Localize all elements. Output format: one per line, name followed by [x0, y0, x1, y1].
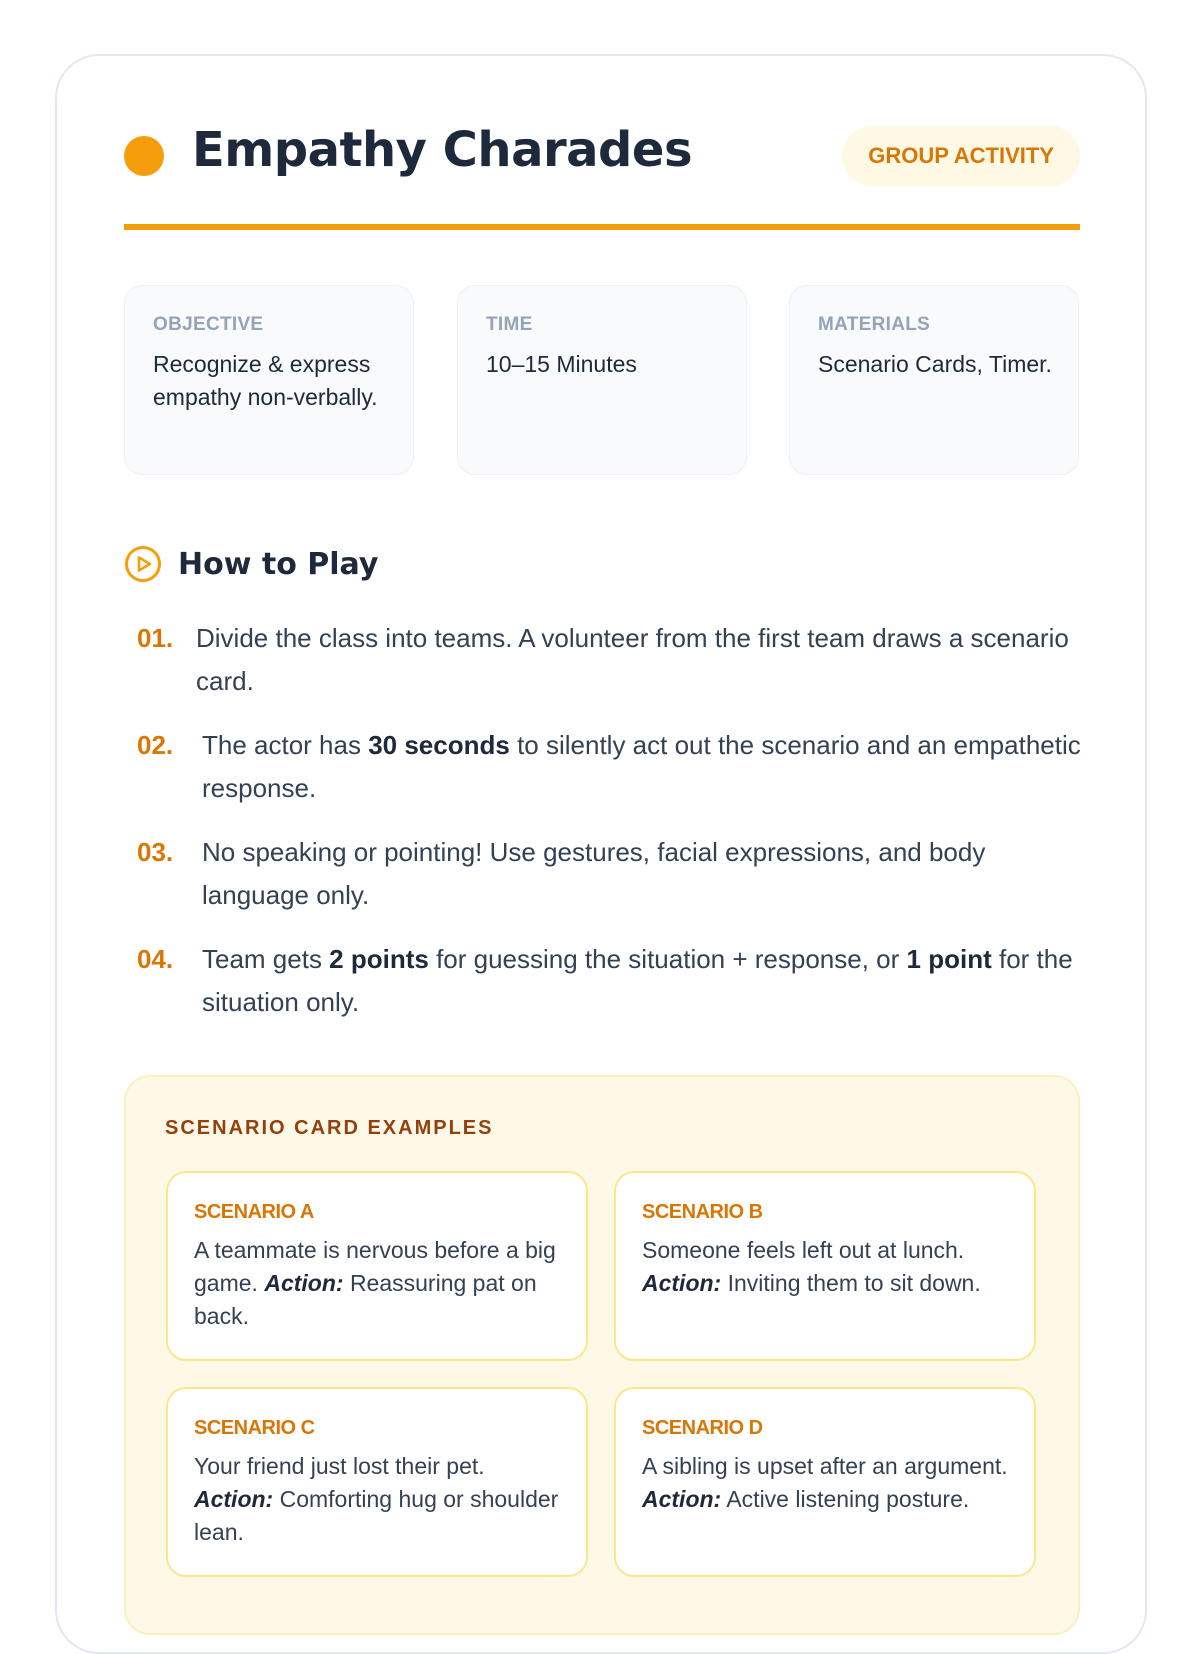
step-number: 02. — [137, 730, 174, 760]
header — [124, 118, 1080, 186]
info-box-objective — [124, 285, 414, 475]
step-number: 01. — [137, 623, 174, 653]
scenario-label: SCENARIO C — [194, 1417, 315, 1439]
info-box-time — [457, 285, 747, 475]
scenario-label: SCENARIO D — [642, 1417, 763, 1439]
step-number: 03. — [137, 837, 174, 867]
header-divider — [124, 224, 1080, 230]
scenario-label: SCENARIO A — [194, 1201, 314, 1223]
info-label: OBJECTIVE — [153, 314, 264, 335]
scenario-text: A teammate is nervous before a big game. Action: Reassuring pat on back. — [194, 1237, 556, 1329]
scenario-card — [166, 1171, 588, 1361]
step-text: Team gets 2 points for guessing the situation + response, or 1 point for the situation only. — [202, 944, 1073, 1017]
activity-type-badge: GROUP ACTIVITY — [842, 126, 1080, 186]
scenario-text: Your friend just lost their pet. Action: Comforting hug or shoulder lean. — [194, 1453, 559, 1545]
info-label: MATERIALS — [818, 314, 931, 335]
info-value: 10–15 Minutes — [486, 351, 637, 377]
info-value: Recognize & express empathy non-verbally. — [153, 351, 378, 410]
info-value: Scenario Cards, Timer. — [818, 351, 1052, 377]
play-circle-icon — [124, 545, 162, 583]
scenario-label: SCENARIO B — [642, 1201, 763, 1223]
scenario-card — [614, 1387, 1036, 1577]
header-dot-icon — [124, 136, 164, 176]
step-text: The actor has 30 seconds to silently act out the scenario and an empathetic response. — [202, 730, 1081, 803]
section-title: How to Play — [178, 547, 379, 582]
scenario-text: A sibling is upset after an argument. Action: Active listening posture. — [642, 1453, 1008, 1512]
how-to-play-heading — [124, 545, 624, 585]
info-box-materials — [789, 285, 1079, 475]
info-label: TIME — [486, 314, 533, 335]
step-number: 04. — [137, 944, 174, 974]
step-text: Divide the class into teams. A volunteer from the first team draws a scenario card. — [196, 623, 1069, 696]
scenario-text: Someone feels left out at lunch. Action: Inviting them to sit down. — [642, 1237, 981, 1296]
scenario-card — [166, 1387, 588, 1577]
examples-title: SCENARIO CARD EXAMPLES — [165, 1117, 494, 1139]
page-title: Empathy Charades — [192, 122, 693, 178]
scenario-card — [614, 1171, 1036, 1361]
step-text: No speaking or pointing! Use gestures, facial expressions, and body language only. — [202, 837, 986, 910]
